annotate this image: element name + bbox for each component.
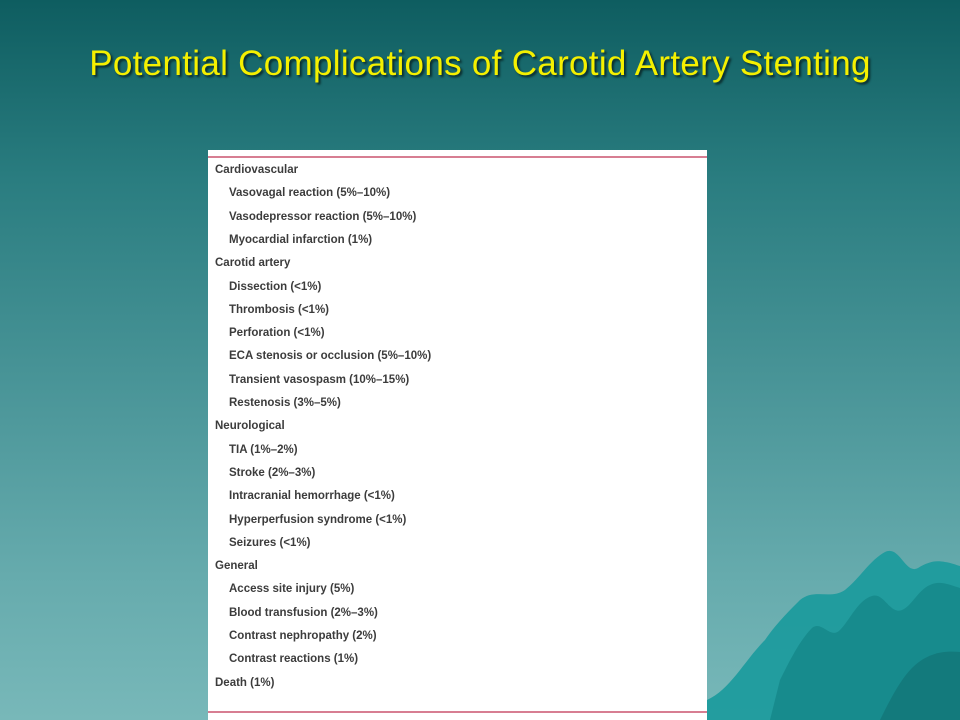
table-category-row: Neurological — [215, 420, 285, 433]
table-item-row: TIA (1%–2%) — [229, 443, 298, 456]
table-item-row: Access site injury (5%) — [229, 583, 355, 596]
table-item-row: Vasodepressor reaction (5%–10%) — [229, 210, 417, 223]
table-item-row: Transient vasospasm (10%–15%) — [229, 373, 410, 386]
table-item-row: Perforation (<1%) — [229, 327, 325, 340]
table-category-row: Cardiovascular — [215, 164, 299, 176]
table-item-row: Myocardial infarction (1%) — [229, 233, 373, 246]
slide-title: Potential Complications of Carotid Artery Stenting — [89, 44, 871, 83]
table-category-row: Death (1%) — [215, 676, 275, 689]
table-item-row: Vasovagal reaction (5%–10%) — [229, 187, 391, 200]
table-item-row: Restenosis (3%–5%) — [229, 397, 341, 409]
table-item-row: Stroke (2%–3%) — [229, 466, 316, 479]
table-item-row: Contrast reactions (1%) — [229, 653, 359, 666]
table-item-row: Hyperperfusion syndrome (<1%) — [229, 513, 407, 526]
table-category-row: Carotid artery — [215, 257, 291, 270]
table-top-rule — [208, 156, 707, 158]
table-item-row: ECA stenosis or occlusion (5%–10%) — [229, 350, 432, 363]
table-item-row: Contrast nephropathy (2%) — [229, 630, 377, 642]
table-item-row: Blood transfusion (2%–3%) — [229, 606, 378, 619]
table-item-row: Thrombosis (<1%) — [229, 303, 330, 316]
table-item-row: Seizures (<1%) — [229, 536, 311, 549]
complications-table — [208, 150, 707, 720]
table-item-row: Intracranial hemorrhage (<1%) — [229, 490, 395, 503]
table-item-row: Dissection (<1%) — [229, 280, 322, 293]
table-bottom-rule — [208, 711, 707, 713]
table-category-row: General — [215, 560, 258, 573]
